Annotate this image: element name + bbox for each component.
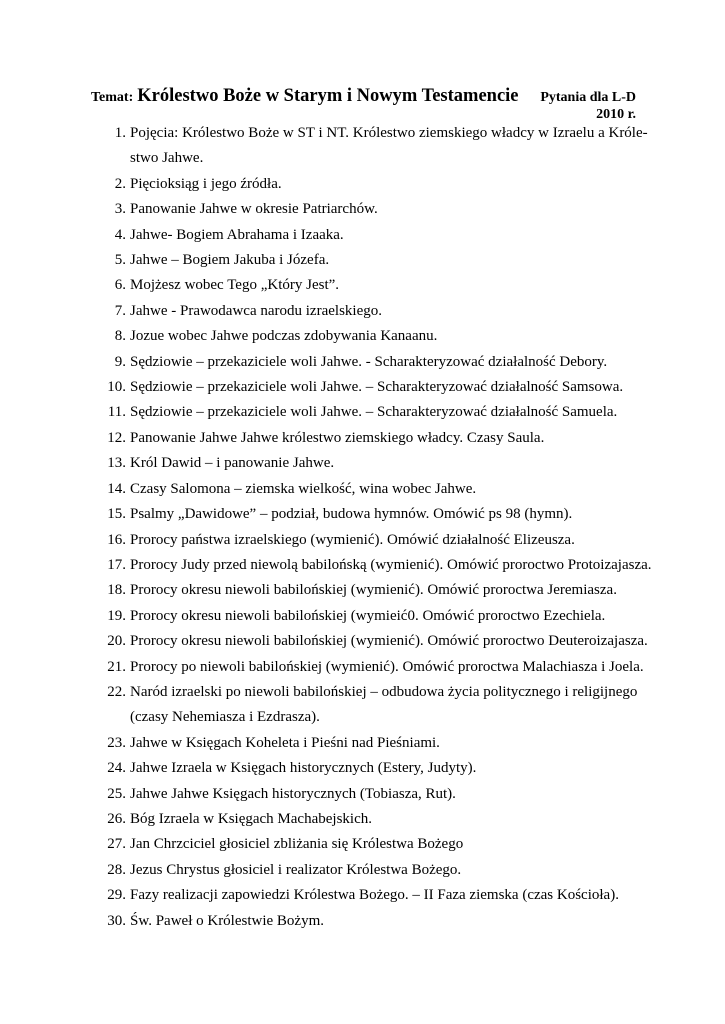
question-item (104, 248, 664, 273)
question-item (104, 223, 664, 248)
question-item (104, 172, 664, 197)
question-text: Mojżesz wobec Tego „Który Jest”. (130, 277, 340, 294)
question-text: Jahwe w Księgach Koheleta i Pieśni nad Pieśniami. (130, 734, 440, 751)
question-text: Prorocy Judy przed niewolą babilońską (wymienić). Omówić proroctwo Protoizajasza. (130, 556, 652, 573)
question-text: Prorocy państwa izraelskiego (wymienić). Omówić działalność Elizeusza. (130, 531, 575, 548)
question-number: 3. (114, 201, 126, 218)
question-text-continuation: (czasy Nehemiasza i Ezdrasza). (130, 709, 320, 726)
question-item (104, 578, 664, 603)
question-number: 28. (107, 861, 126, 878)
question-number: 4. (114, 226, 126, 243)
question-number: 24. (107, 760, 126, 777)
question-item (104, 858, 664, 883)
question-number: 22. (107, 683, 126, 700)
question-number: 27. (107, 836, 126, 853)
question-text: Prorocy po niewoli babilońskiej (wymienić). Omówić proroctwa Malachiasza i Joela. (130, 658, 644, 675)
question-number: 26. (107, 810, 126, 827)
question-number: 20. (107, 633, 126, 650)
question-number: 13. (107, 455, 126, 472)
question-number: 21. (107, 658, 126, 675)
question-number: 30. (107, 912, 126, 929)
document-header (91, 86, 636, 122)
question-text: Panowanie Jahwe Jahwe królestwo ziemskiego władcy. Czasy Saula. (130, 429, 545, 446)
question-text: Prorocy okresu niewoli babilońskiej (wymienić). Omówić proroctwa Jeremiasza. (130, 582, 617, 599)
question-number: 1. (114, 125, 126, 141)
question-text: Jahwe – Bogiem Jakuba i Józefa. (130, 252, 330, 269)
question-number: 6. (114, 277, 126, 294)
question-item (104, 324, 664, 349)
question-item (104, 350, 664, 375)
question-number: 29. (107, 887, 126, 904)
question-item (104, 756, 664, 781)
question-item (104, 528, 664, 553)
question-text: Sędziowie – przekaziciele woli Jahwe. – Scharakteryzować działalność Samuela. (130, 404, 618, 421)
question-text: Król Dawid – i panowanie Jahwe. (130, 455, 335, 472)
question-item (104, 375, 664, 400)
question-text: Bóg Izraela w Księgach Machabejskich. (130, 810, 372, 827)
question-number: 2. (114, 175, 126, 192)
question-item (104, 680, 664, 731)
question-text: Panowanie Jahwe w okresie Patriarchów. (130, 201, 378, 218)
question-number: 5. (114, 252, 126, 269)
question-number: 10. (107, 379, 126, 396)
question-text: Naród izraelski po niewoli babilońskiej – odbudowa życia politycznego i religijnego (130, 683, 638, 700)
question-text: Jezus Chrystus głosiciel i realizator Królestwa Bożego. (130, 861, 462, 878)
question-text: Jan Chrzciciel głosiciel zbliżania się Królestwa Bożego (130, 836, 464, 853)
question-item (104, 477, 664, 502)
question-item (104, 909, 664, 934)
topic-title: Królestwo Boże w Starym i Nowym Testamencie (137, 86, 519, 106)
question-number: 15. (107, 506, 126, 523)
question-text: Prorocy okresu niewoli babilońskiej (wymieić0. Omówić proroctwo Ezechiela. (130, 607, 606, 624)
question-text: Sędziowie – przekaziciele woli Jahwe. – Scharakteryzować działalność Samsowa. (130, 379, 624, 396)
question-number: 8. (114, 328, 126, 345)
question-item (104, 782, 664, 807)
question-item (104, 832, 664, 857)
question-text: Psalmy „Dawidowe” – podział, budowa hymnów. Omówić ps 98 (hymn). (130, 506, 573, 523)
question-text: Czasy Salomona – ziemska wielkość, wina wobec Jahwe. (130, 480, 477, 497)
question-number: 25. (107, 785, 126, 802)
question-item (104, 273, 664, 298)
question-number: 14. (107, 480, 126, 497)
question-item (104, 807, 664, 832)
question-item (104, 121, 664, 172)
question-text: Jozue wobec Jahwe podczas zdobywania Kanaanu. (130, 328, 438, 345)
year-label: 2010 r. (596, 107, 636, 122)
question-text: Fazy realizacji zapowiedzi Królestwa Bożego. – II Faza ziemska (czas Kościoła). (130, 887, 619, 904)
question-text: Prorocy okresu niewoli babilońskiej (wymienić). Omówić proroctwo Deuteroizajasza. (130, 633, 648, 650)
question-item (104, 604, 664, 629)
question-number: 11. (107, 404, 126, 421)
question-number: 12. (107, 429, 126, 446)
question-item (104, 426, 664, 451)
question-text: Sędziowie – przekaziciele woli Jahwe. - Scharakteryzować działalność Debory. (130, 353, 608, 370)
question-number: 19. (107, 607, 126, 624)
question-text: Jahwe Jahwe Księgach historycznych (Tobiasza, Rut). (130, 785, 456, 802)
question-item (104, 883, 664, 908)
question-item (104, 197, 664, 222)
question-item (104, 451, 664, 476)
question-text-continuation: stwo Jahwe. (130, 150, 204, 167)
question-text: Pięcioksiąg i jego źródła. (130, 175, 282, 192)
question-number: 7. (114, 302, 126, 319)
question-number: 16. (107, 531, 126, 548)
question-text: Jahwe Izraela w Księgach historycznych (Estery, Judyty). (130, 760, 477, 777)
question-item (104, 629, 664, 654)
question-number: 23. (107, 734, 126, 751)
header-meta (540, 89, 636, 123)
question-item (104, 400, 664, 425)
question-number: 17. (107, 556, 126, 573)
question-item (104, 655, 664, 680)
question-item (104, 299, 664, 324)
question-list (104, 121, 664, 934)
question-text: Pojęcia: Królestwo Boże w ST i NT. Królestwo ziemskiego władcy w Izraelu a Króle- (130, 125, 648, 141)
question-item (104, 731, 664, 756)
question-number: 9. (114, 353, 126, 370)
question-text: Jahwe - Prawodawca narodu izraelskiego. (130, 302, 382, 319)
topic-label: Temat: (91, 90, 134, 105)
question-text: Jahwe- Bogiem Abrahama i Izaaka. (130, 226, 344, 243)
question-item (104, 502, 664, 527)
question-text: Św. Paweł o Królestwie Bożym. (130, 912, 325, 929)
question-number: 18. (107, 582, 126, 599)
audience-label: Pytania dla L-D (540, 90, 636, 105)
question-item (104, 553, 664, 578)
